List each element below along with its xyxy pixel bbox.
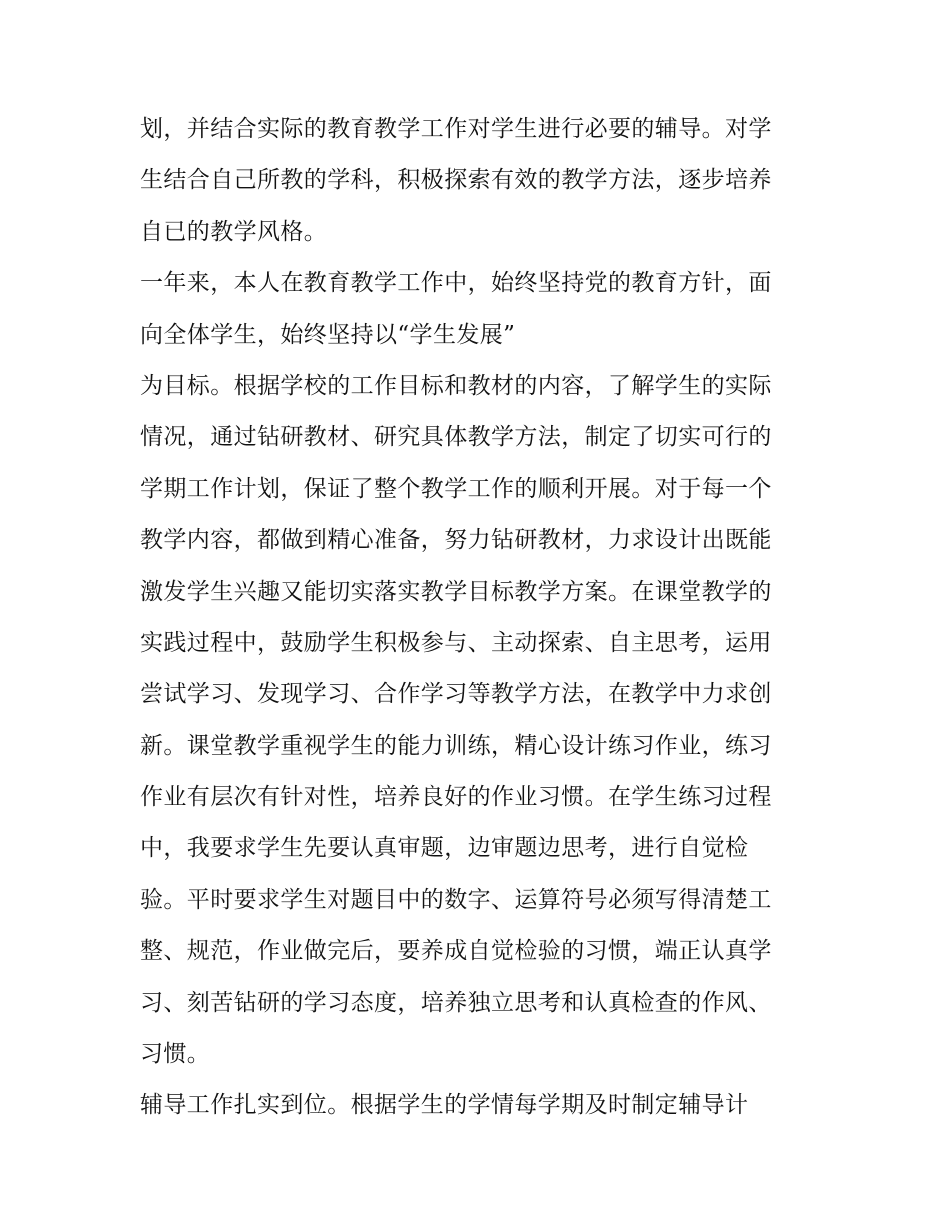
text-line: 实践过程中，鼓励学生积极参与、主动探索、自主思考，运用 — [140, 629, 772, 656]
text-line: 教学内容，都做到精心准备，努力钻研教材，力求设计出既能 — [140, 527, 772, 554]
text-line: 划，并结合实际的教育教学工作对学生进行必要的辅导。对学 — [140, 116, 772, 142]
text-line: 习、刻苦钻研的学习态度，培养独立思考和认真检查的作风、 — [140, 989, 772, 1016]
text-line: 向全体学生，始终坚持以“学生发展” — [140, 321, 516, 348]
text-line: 激发学生兴趣又能切实落实教学目标教学方案。在课堂教学的 — [140, 578, 772, 605]
document-body — [140, 104, 820, 1132]
text-line: 情况，通过钻研教材、研究具体教学方法，制定了切实可行的 — [140, 424, 772, 451]
text-line: 辅导工作扎实到位。根据学生的学情每学期及时制定辅导计 — [140, 1092, 749, 1119]
text-line: 一年来，本人在教育教学工作中，始终坚持党的教育方针，面 — [140, 270, 772, 297]
text-line: 新。课堂教学重视学生的能力训练，精心设计练习作业，练习 — [140, 732, 772, 759]
text-line: 作业有层次有针对性，培养良好的作业习惯。在学生练习过程 — [140, 784, 772, 811]
text-line: 学期工作计划，保证了整个教学工作的顺利开展。对于每一个 — [140, 475, 772, 502]
text-line: 尝试学习、发现学习、合作学习等教学方法，在教学中力求创 — [140, 681, 772, 708]
text-line: 中，我要求学生先要认真审题，边审题边思考，进行自觉检 — [140, 835, 749, 862]
text-line: 习惯。 — [140, 1041, 211, 1068]
text-line: 自已的教学风格。 — [140, 218, 328, 245]
text-line: 整、规范，作业做完后，要养成自觉检验的习惯，端正认真学 — [140, 938, 772, 965]
text-line: 验。平时要求学生对题目中的数字、运算符号必须写得清楚工 — [140, 886, 772, 913]
text-line: 生结合自己所教的学科，积极探索有效的教学方法，逐步培养 — [140, 167, 772, 194]
text-line: 为目标。根据学校的工作目标和教材的内容，了解学生的实际 — [140, 372, 772, 399]
